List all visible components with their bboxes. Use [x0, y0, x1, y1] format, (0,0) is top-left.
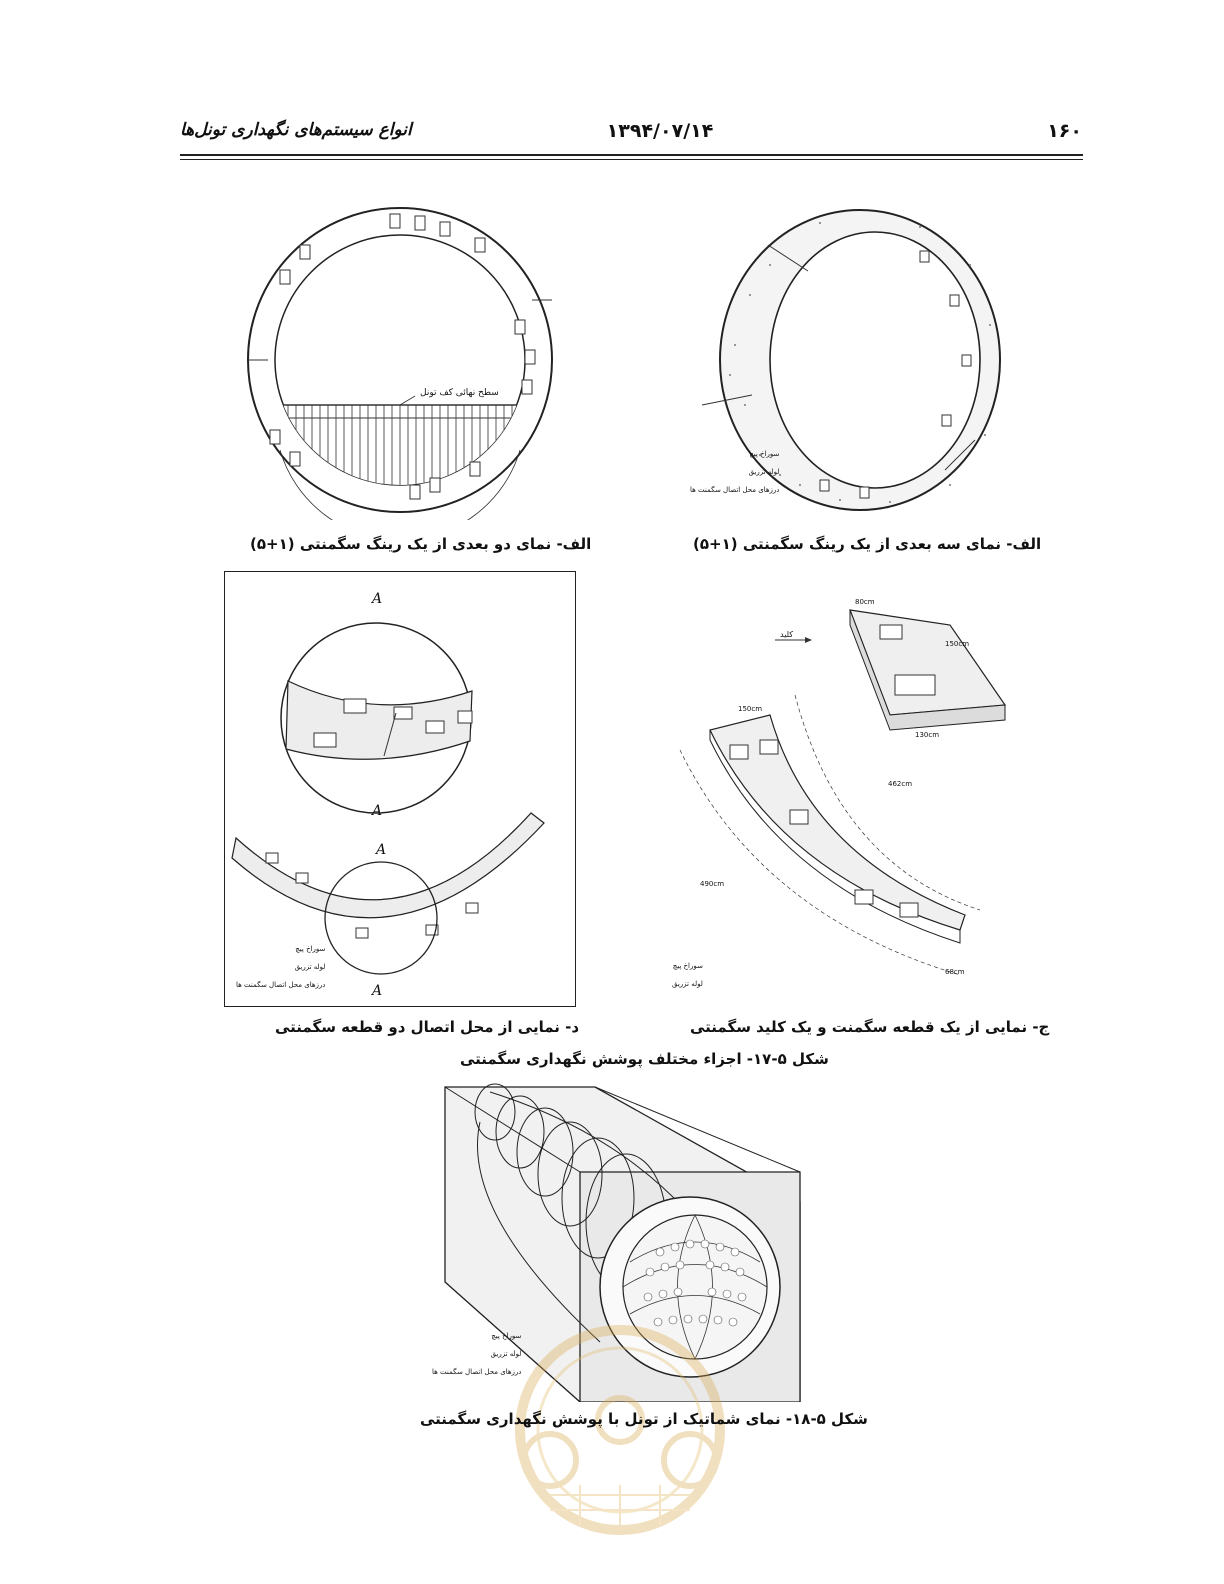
joint-detail-drawing	[226, 573, 574, 1005]
caption-ring-2d: الف- نمای دو بعدی از یک رینگ سگمنتی (۱+۵)	[250, 535, 592, 553]
caption-segment-key: ج- نمایی از یک قطعه سگمنت و یک کلید سگمنتی	[690, 1018, 1050, 1036]
section-label-a-top: A	[372, 591, 383, 607]
dim-462: 462cm	[888, 780, 913, 788]
legend-bolt-hole: سوراخ پیچ	[295, 945, 326, 953]
key-arrow-label: کلید	[780, 630, 794, 639]
legend-grout-pipe: لوله تزریق	[672, 980, 703, 988]
legend-segment-joints: درزهای محل اتصال سگمنت ها	[690, 486, 780, 494]
caption-ring-3d: الف- نمای سه بعدی از یک رینگ سگمنتی (۱+۵)	[693, 535, 1042, 553]
header-date: ۱۳۹۴/۰۷/۱۴	[606, 120, 714, 142]
legend-segment-joints: درزهای محل اتصال سگمنت ها	[432, 1368, 522, 1376]
legend-segment-joints: درزهای محل اتصال سگمنت ها	[236, 981, 326, 989]
legend-grout-pipe: لوله تزریق	[748, 468, 780, 476]
figure-5-18-caption: شکل ۵-۱۸- نمای شماتیک از تونل با پوشش نگهداری سگمنتی	[420, 1410, 868, 1428]
running-title: انواع سیستم‌های نگهداری تونل‌ها	[180, 120, 412, 140]
section-label-a-lower: A	[376, 842, 387, 858]
dim-80: 80cm	[855, 598, 875, 606]
section-label-a-mid: A	[372, 803, 383, 819]
legend-bolt-hole: سوراخ پیچ	[749, 450, 780, 458]
ring-3d-legend	[690, 450, 779, 494]
legend-bolt-hole: سوراخ پیچ	[491, 1332, 522, 1340]
caption-joint-detail: د- نمایی از محل اتصال دو قطعه سگمنتی	[275, 1018, 580, 1036]
floor-surface-label: سطح نهائی کف تونل	[420, 388, 499, 398]
dim-150-left: 150cm	[738, 705, 763, 713]
segment-key-legend	[672, 962, 703, 988]
invert-fill-hatch	[260, 405, 540, 520]
legend-grout-pipe: لوله تزریق	[490, 1350, 522, 1358]
ring-2d-drawing	[240, 200, 560, 520]
legend-grout-pipe: لوله تزریق	[294, 963, 326, 971]
dim-68: 68cm	[945, 968, 965, 976]
dim-490: 490cm	[700, 880, 725, 888]
page-number: ۱۶۰	[1047, 120, 1082, 142]
segment-key-drawing	[660, 585, 1040, 995]
header-rule-thick	[180, 154, 1083, 156]
section-label-a-bottom: A	[372, 983, 383, 999]
dim-130: 130cm	[915, 731, 940, 739]
dim-150-top: 150cm	[945, 640, 970, 648]
legend-bolt-hole: سوراخ پیچ	[672, 962, 703, 970]
figure-5-17-caption: شکل ۵-۱۷- اجزاء مختلف پوشش نگهداری سگمنتی	[460, 1050, 829, 1068]
header-rule-thin	[180, 159, 1083, 160]
joint-detail-legend	[236, 945, 325, 989]
